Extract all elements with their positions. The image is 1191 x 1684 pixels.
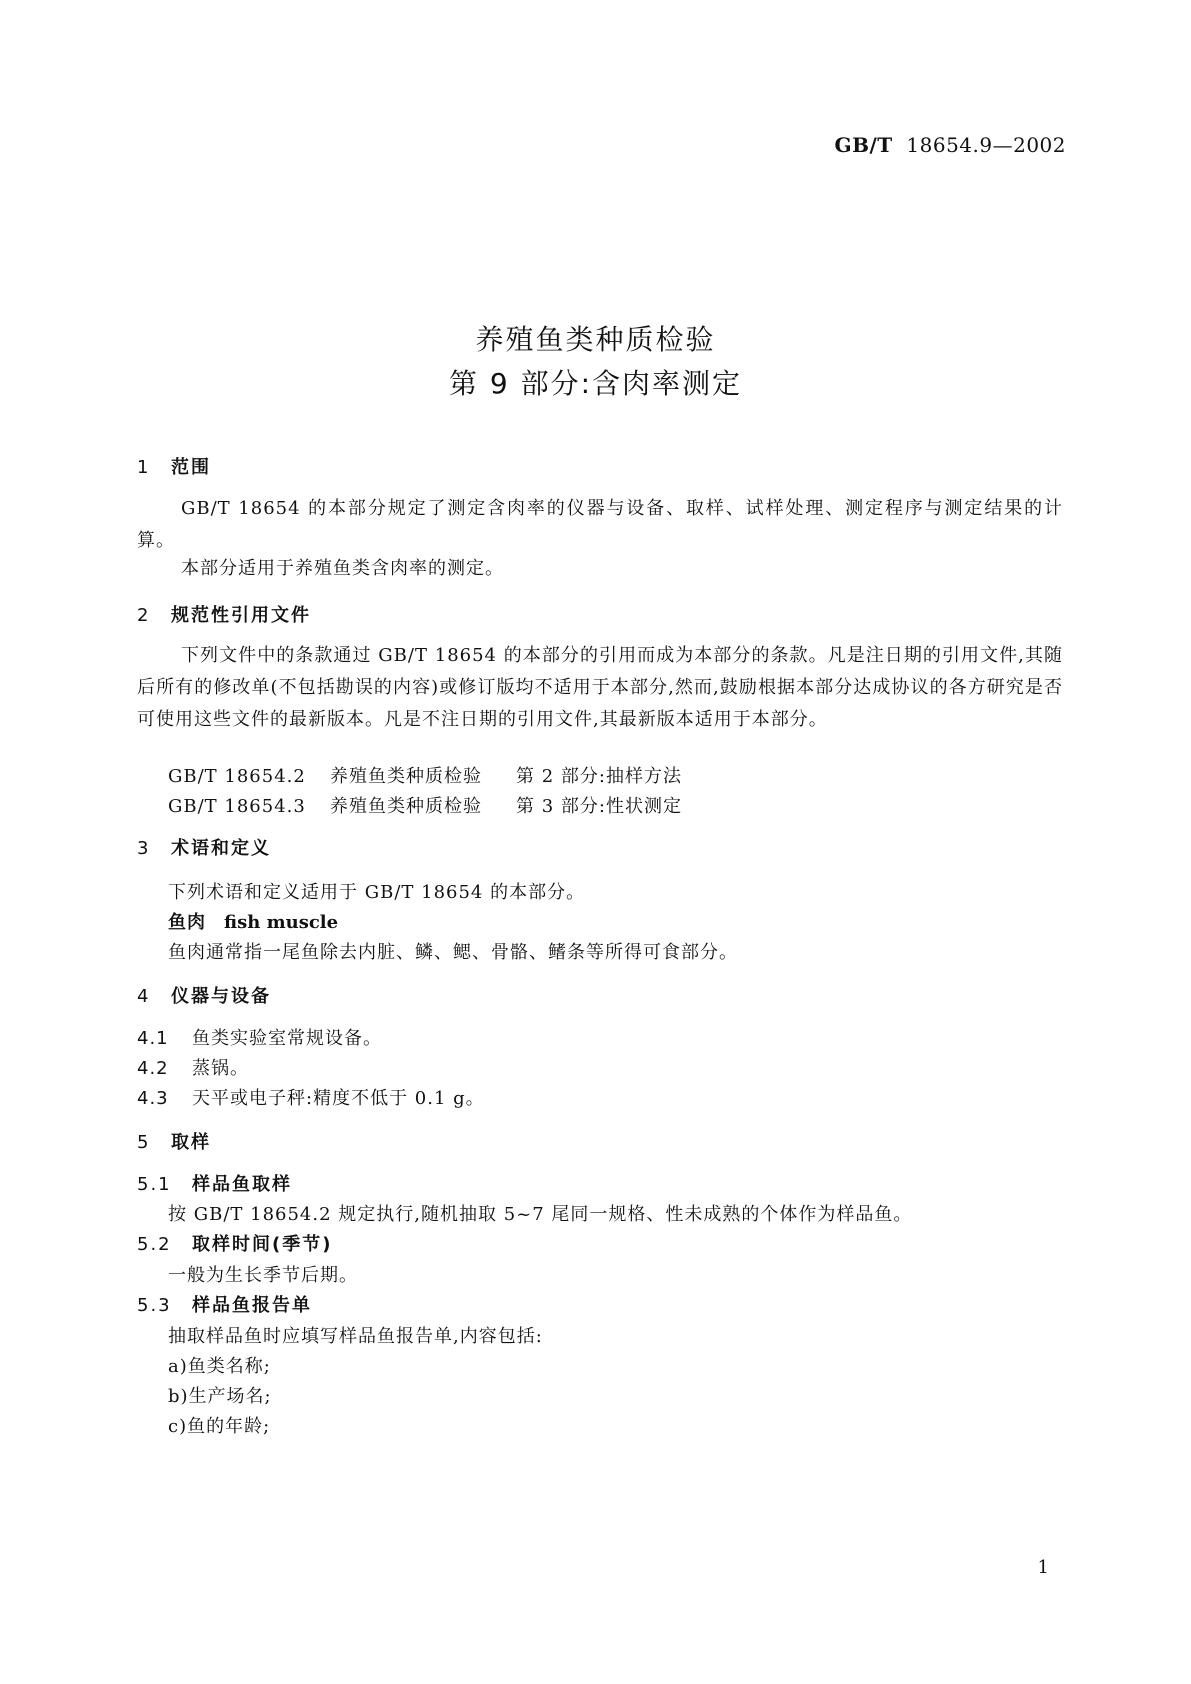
section-number: 3 xyxy=(137,838,151,859)
reference-code: GB/T 18654.3 xyxy=(168,796,306,817)
section-number: 4 xyxy=(137,986,151,1007)
section-title: 仪器与设备 xyxy=(171,986,271,1007)
equipment-item xyxy=(137,1024,382,1050)
item-number: 4.2 xyxy=(137,1058,169,1079)
item-number: 4.3 xyxy=(137,1088,169,1109)
equipment-item xyxy=(137,1054,249,1080)
section-number: 2 xyxy=(137,605,151,626)
reference-item xyxy=(168,762,682,788)
subsection-5-2-text: 一般为生长季节后期。 xyxy=(168,1265,358,1286)
term-definition: 鱼肉通常指一尾鱼除去内脏、鳞、鳃、骨骼、鳍条等所得可食部分。 xyxy=(168,942,738,963)
page-number: 1 xyxy=(1037,1557,1049,1578)
item-text: 蒸锅。 xyxy=(192,1058,249,1079)
standard-number: 18654.9—2002 xyxy=(906,133,1066,157)
subsection-number: 5.3 xyxy=(137,1295,172,1316)
section-3-paragraph: 下列术语和定义适用于 GB/T 18654 的本部分。 xyxy=(168,882,586,903)
equipment-item xyxy=(137,1084,485,1110)
subsection-5-3-heading xyxy=(137,1291,312,1317)
section-number: 5 xyxy=(137,1132,151,1153)
section-title: 取样 xyxy=(171,1132,211,1153)
reference-code: GB/T 18654.2 xyxy=(168,766,306,787)
section-1-heading xyxy=(137,453,211,479)
list-item: b)生产场名; xyxy=(168,1386,272,1407)
term-english: fish muscle xyxy=(224,912,339,933)
standard-code xyxy=(835,133,1067,157)
list-item: c)鱼的年龄; xyxy=(168,1416,271,1437)
item-number: 4.1 xyxy=(137,1028,169,1049)
subsection-number: 5.2 xyxy=(137,1234,172,1255)
section-3-heading xyxy=(137,834,271,860)
subsection-number: 5.1 xyxy=(137,1174,172,1195)
subsection-title: 取样时间(季节) xyxy=(192,1234,333,1255)
subsection-5-3-text: 抽取样品鱼时应填写样品鱼报告单,内容包括: xyxy=(168,1326,543,1347)
list-item: a)鱼类名称; xyxy=(168,1356,271,1377)
section-5-heading xyxy=(137,1128,211,1154)
section-title: 规范性引用文件 xyxy=(171,605,311,626)
section-title: 范围 xyxy=(171,457,211,478)
item-text: 鱼类实验室常规设备。 xyxy=(192,1028,382,1049)
reference-part: 第 3 部分:性状测定 xyxy=(516,796,682,817)
standard-prefix: GB/T xyxy=(834,133,893,157)
subsection-5-2-heading xyxy=(137,1230,332,1256)
section-2-paragraph: 下列文件中的条款通过 GB/T 18654 的本部分的引用而成为本部分的条款。凡是注日期的引用文件,其随后所有的修改单(不包括勘误的内容)或修订版均不适用于本部分,然而,鼓励根据本部分达成协议的各方研究是否可使用这些文件的最新版本。凡是不注日期的引用文件,其最新版本适用于本部分。 xyxy=(137,645,1063,730)
subsection-5-1-text: 按 GB/T 18654.2 规定执行,随机抽取 5~7 尾同一规格、性未成熟的个体作为样品鱼。 xyxy=(168,1204,913,1225)
reference-title: 养殖鱼类种质检验 xyxy=(330,796,482,817)
section-1-paragraph-2: 本部分适用于养殖鱼类含肉率的测定。 xyxy=(181,558,504,579)
section-title: 术语和定义 xyxy=(171,838,271,859)
reference-item xyxy=(168,792,682,818)
subsection-5-1-heading xyxy=(137,1170,292,1196)
reference-part: 第 2 部分:抽样方法 xyxy=(516,766,682,787)
document-title: 养殖鱼类种质检验 xyxy=(475,323,716,356)
section-1-paragraph-1: GB/T 18654 的本部分规定了测定含肉率的仪器与设备、取样、试样处理、测定程序与测定结果的计算。 xyxy=(137,498,1063,551)
term-chinese: 鱼肉 xyxy=(168,912,206,933)
term-entry xyxy=(168,908,338,934)
section-2-heading xyxy=(137,601,311,627)
subsection-title: 样品鱼取样 xyxy=(192,1174,292,1195)
section-4-heading xyxy=(137,982,271,1008)
reference-title: 养殖鱼类种质检验 xyxy=(330,766,482,787)
document-subtitle: 第 9 部分:含肉率测定 xyxy=(448,367,743,400)
item-text: 天平或电子秤:精度不低于 0.1 g。 xyxy=(192,1088,485,1109)
subsection-title: 样品鱼报告单 xyxy=(192,1295,312,1316)
section-number: 1 xyxy=(137,457,151,478)
